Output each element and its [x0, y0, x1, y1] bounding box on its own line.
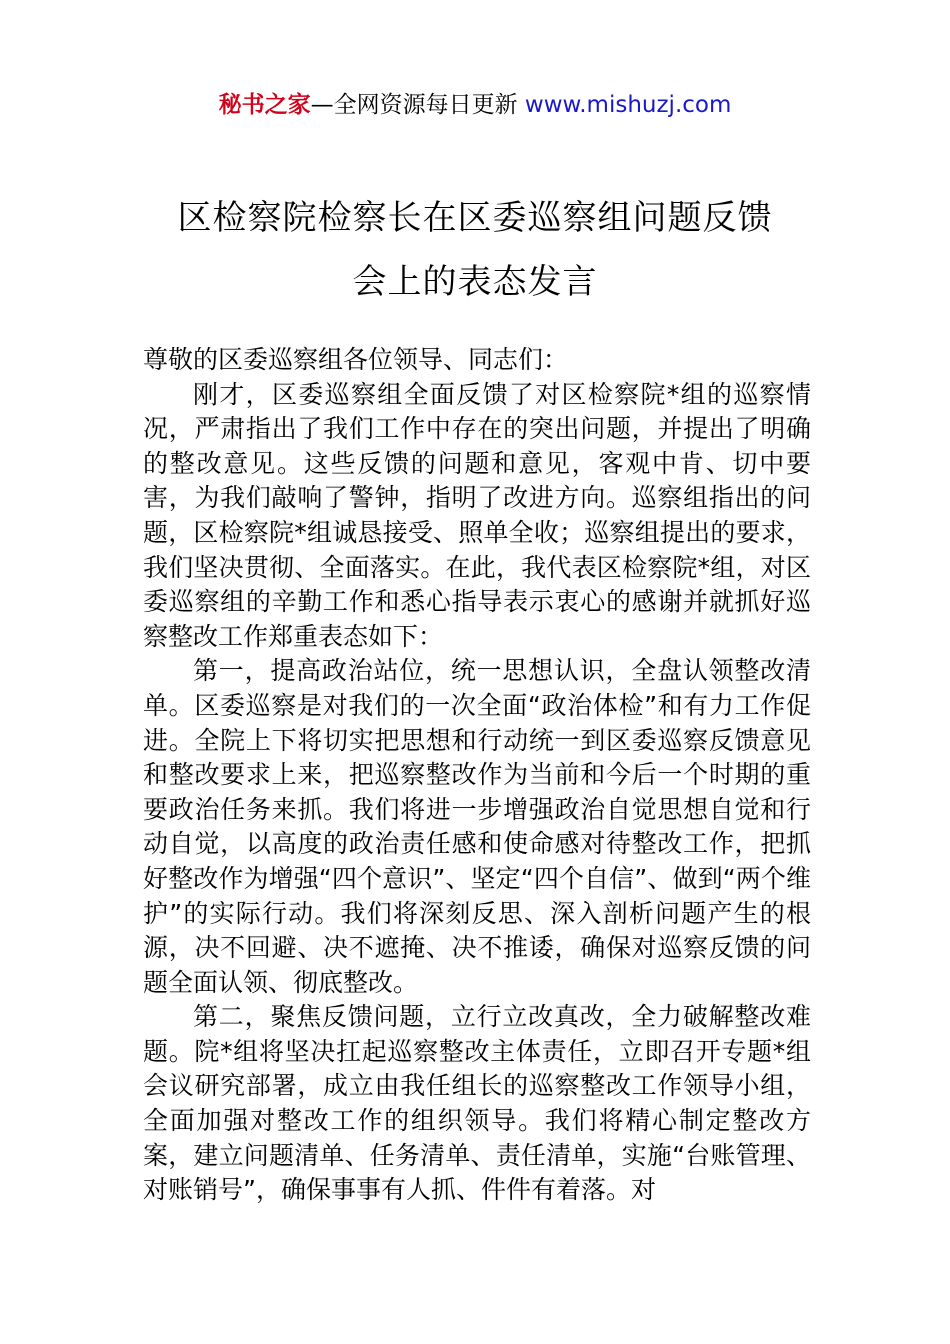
document-title: [60, 186, 890, 314]
salutation: 尊敬的区委巡察组各位领导、同志们：: [143, 345, 569, 374]
title-line-1: 区检察院检察长在区委巡察组问题反馈: [177, 198, 773, 238]
paragraph-first-point: 第一，提高政治站位，统一思想认识，全盘认领整改清单。区委巡察是对我们的一次全面“政治体检”和有力工作促进。全院上下将切实把思想和行动统一到区委巡察反馈意见和整改要求上来，把巡察整改作为当前和今后一个时期的重要政治任务来抓。我们将进一步增强政治自觉思想自觉和行动自觉，以高度的政治责任感和使命感对待整改工作，把抓好整改作为增强“四个意识”、坚定“四个自信”、做到“两个维护”的实际行动。我们将深刻反思、深入剖析问题产生的根源，决不回避、决不遮掩、决不推诿，确保对巡察反馈的问题全面认领、彻底整改。: [143, 656, 811, 997]
site-url-link[interactable]: www.mishuzj.com: [524, 92, 732, 118]
brand-name: 秘书之家: [218, 92, 311, 118]
document-body: [143, 343, 811, 1208]
paragraph-intro: 刚才，区委巡察组全面反馈了对区检察院*组的巡察情况，严肃指出了我们工作中存在的突出问题，并提出了明确的整改意见。这些反馈的问题和意见，客观中肯、切中要害，为我们敲响了警钟，指明了改进方向。巡察组指出的问题，区检察院*组诚恳接受、照单全收；巡察组提出的要求，我们坚决贯彻、全面落实。在此，我代表区检察院*组，对区委巡察组的辛勤工作和悉心指导表示衷心的感谢并就抓好巡察整改工作郑重表态如下：: [143, 379, 811, 651]
header-tagline: —全网资源每日更新: [310, 92, 525, 118]
site-header: [0, 88, 950, 122]
title-line-2: 会上的表态发言: [352, 262, 598, 302]
paragraph-second-point: 第二，聚焦反馈问题，立行立改真改，全力破解整改难题。院*组将坚决扛起巡察整改主体责任，立即召开专题*组会议研究部署，成立由我任组长的巡察整改工作领导小组，全面加强对整改工作的组织领导。我们将精心制定整改方案，建立问题清单、任务清单、责任清单，实施“台账管理、对账销号”，确保事事有人抓、件件有着落。对: [143, 1002, 811, 1205]
